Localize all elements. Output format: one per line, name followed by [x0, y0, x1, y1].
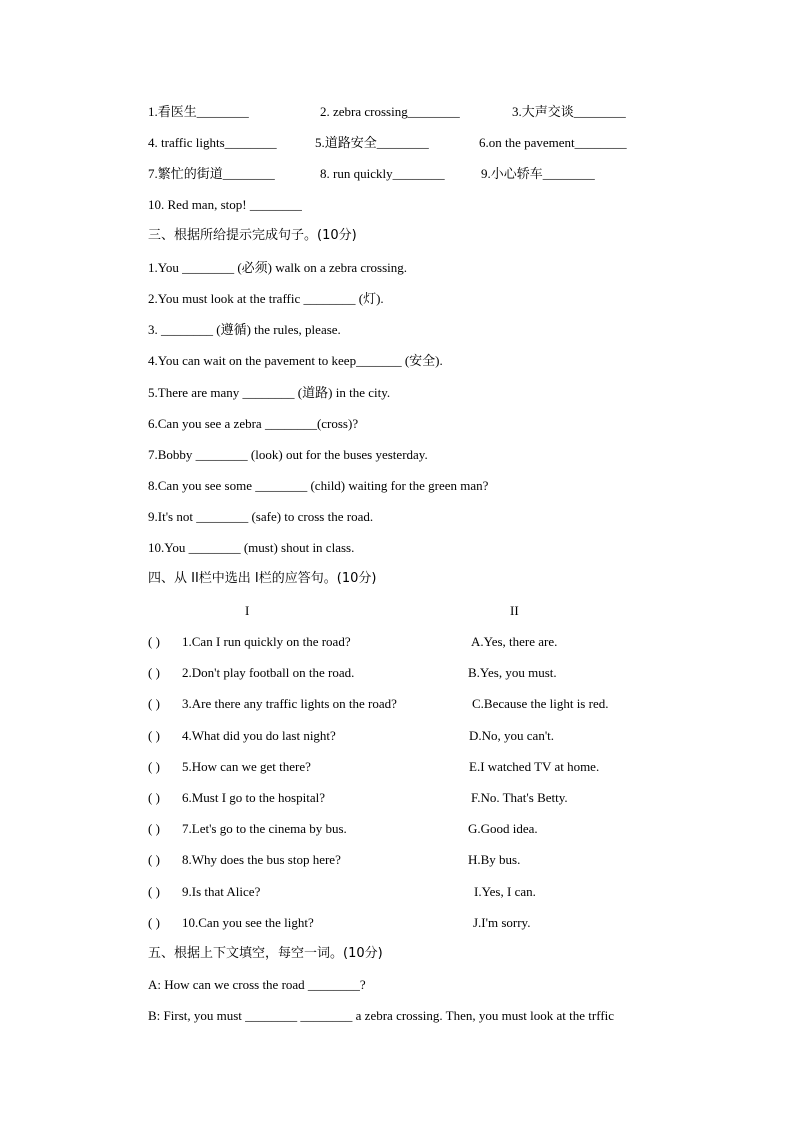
- match-question: 1.Can I run quickly on the road?: [182, 634, 351, 649]
- vocab-item-3: 3.大声交谈________: [512, 104, 626, 119]
- match-answer: A.Yes, there are.: [471, 634, 558, 649]
- answer-bracket: ( ): [148, 728, 160, 743]
- vocab-item-2: 2. zebra crossing________: [320, 104, 460, 119]
- answer-bracket: ( ): [148, 634, 160, 649]
- match-answer: C.Because the light is red.: [472, 696, 609, 711]
- section3-item: 8.Can you see some ________ (child) waiting for the green man?: [148, 478, 489, 493]
- vocab-item-5: 5.道路安全________: [315, 135, 429, 150]
- match-answer: B.Yes, you must.: [468, 665, 557, 680]
- match-answer: E.I watched TV at home.: [469, 759, 600, 774]
- match-answer: I.Yes, I can.: [474, 884, 536, 899]
- match-question: 6.Must I go to the hospital?: [182, 790, 325, 805]
- vocab-item-7: 7.繁忙的街道________: [148, 166, 275, 181]
- vocab-item-6: 6.on the pavement________: [479, 135, 627, 150]
- dialogue-line-a: A: How can we cross the road ________?: [148, 977, 366, 992]
- match-answer: H.By bus.: [468, 852, 521, 867]
- vocab-item-8: 8. run quickly________: [320, 166, 445, 181]
- match-answer: F.No. That's Betty.: [471, 790, 568, 805]
- match-question: 8.Why does the bus stop here?: [182, 852, 341, 867]
- vocab-item-1: 1.看医生________: [148, 104, 249, 119]
- section3-heading: 三、根据所给提示完成句子。(10分): [148, 228, 357, 243]
- match-question: 2.Don't play football on the road.: [182, 665, 355, 680]
- section3-item: 1.You ________ (必须) walk on a zebra crossing.: [148, 260, 408, 275]
- answer-bracket: ( ): [148, 665, 160, 680]
- section3-item: 2.You must look at the traffic ________ (灯).: [148, 291, 384, 306]
- section3-item: 3. ________ (遵循) the rules, please.: [148, 322, 341, 337]
- section4-heading: 四、从 II栏中选出 I栏的应答句。(10分): [148, 571, 377, 586]
- answer-bracket: ( ): [148, 852, 160, 867]
- match-answer: J.I'm sorry.: [473, 915, 531, 930]
- answer-bracket: ( ): [148, 821, 160, 836]
- dialogue-line-b: B: First, you must ________ ________ a zebra crossing. Then, you must look at the trffic: [148, 1008, 615, 1023]
- section3-item: 6.Can you see a zebra ________(cross)?: [148, 416, 359, 431]
- section3-item: 9.It's not ________ (safe) to cross the road.: [148, 509, 374, 524]
- match-answer: D.No, you can't.: [469, 728, 555, 743]
- section3-item: 4.You can wait on the pavement to keep_______ (安全).: [148, 353, 443, 368]
- answer-bracket: ( ): [148, 915, 160, 930]
- match-question: 4.What did you do last night?: [182, 728, 336, 743]
- match-answer: G.Good idea.: [468, 821, 538, 836]
- column-2-header: II: [510, 603, 519, 618]
- answer-bracket: ( ): [148, 884, 160, 899]
- section3-item: 5.There are many ________ (道路) in the city.: [148, 385, 391, 400]
- section3-item: 10.You ________ (must) shout in class.: [148, 540, 355, 555]
- vocab-item-4: 4. traffic lights________: [148, 135, 277, 150]
- match-question: 10.Can you see the light?: [182, 915, 314, 930]
- match-question: 3.Are there any traffic lights on the road?: [182, 696, 397, 711]
- section3-item: 7.Bobby ________ (look) out for the buses yesterday.: [148, 447, 428, 462]
- match-question: 5.How can we get there?: [182, 759, 311, 774]
- answer-bracket: ( ): [148, 790, 160, 805]
- column-1-header: I: [245, 603, 250, 618]
- section5-heading: 五、根据上下文填空，每空一词。(10分): [148, 946, 383, 961]
- answer-bracket: ( ): [148, 759, 160, 774]
- vocab-item-10: 10. Red man, stop! ________: [148, 197, 302, 212]
- answer-bracket: ( ): [148, 696, 160, 711]
- match-question: 7.Let's go to the cinema by bus.: [182, 821, 347, 836]
- match-question: 9.Is that Alice?: [182, 884, 261, 899]
- vocab-item-9: 9.小心轿车________: [481, 166, 595, 181]
